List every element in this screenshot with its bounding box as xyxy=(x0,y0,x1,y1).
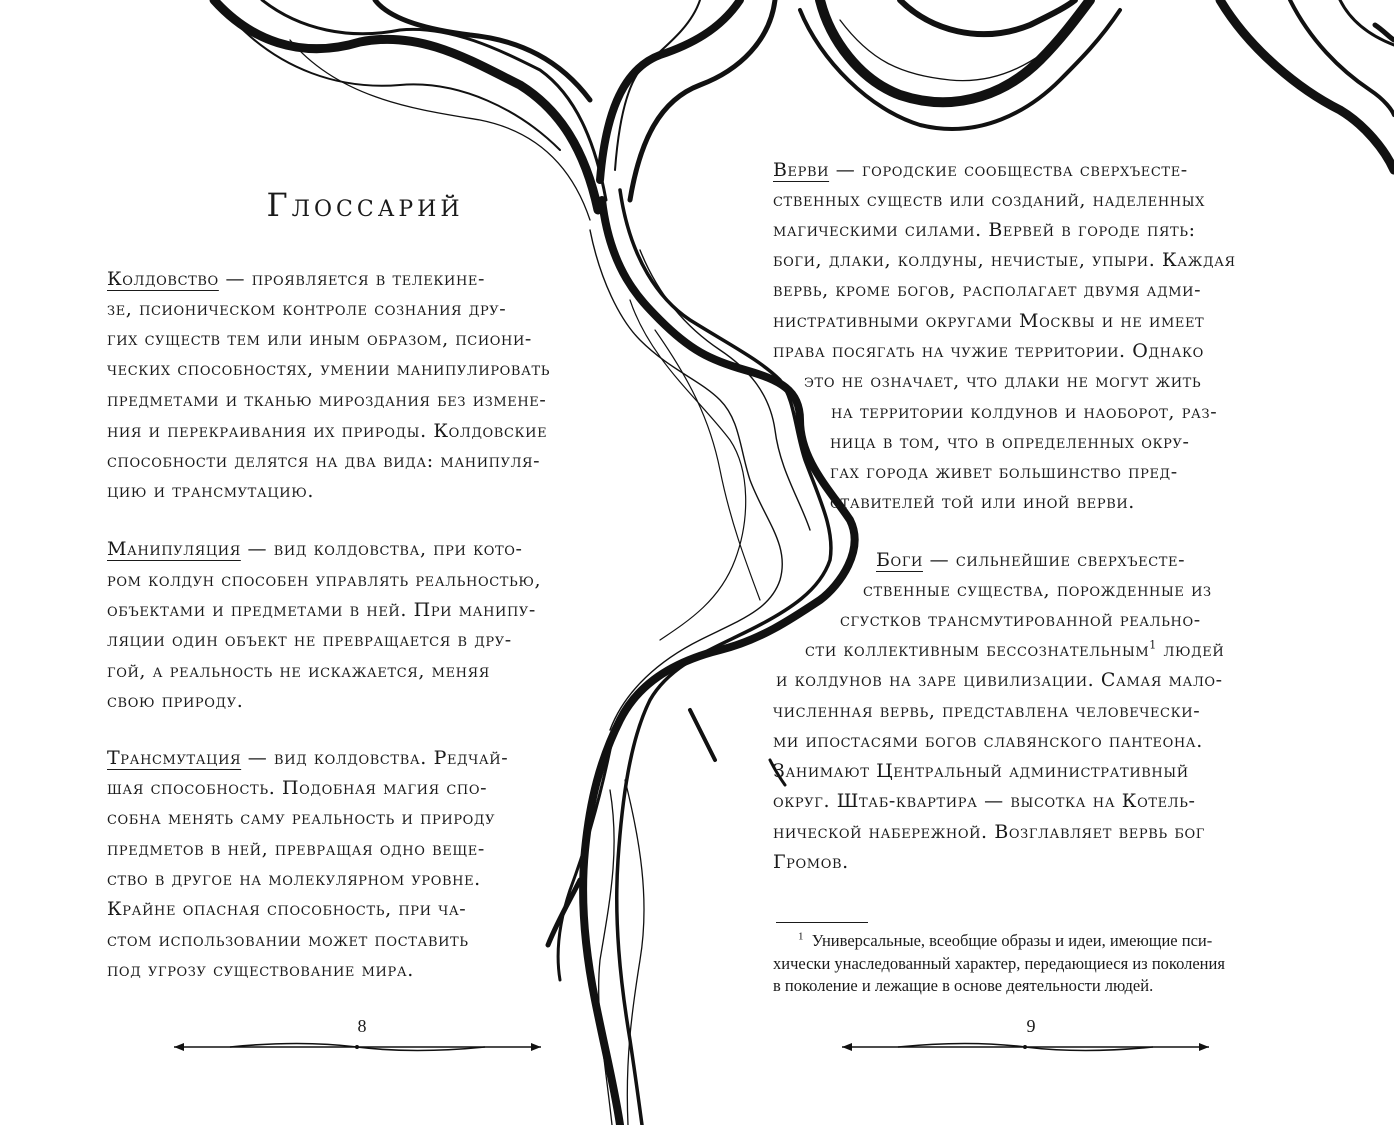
page-divider-ornament-right xyxy=(838,1038,1213,1056)
footnote-line: хически унаследованный характер, передающиеся из поколения xyxy=(773,954,1225,973)
entry-term: Колдовство xyxy=(107,268,219,290)
entry-line: ром колдун способен управлять реальностью, xyxy=(107,569,542,591)
entry-line: ми ипостасями богов славянского пантеона. xyxy=(773,730,1203,752)
entry-line: права посягать на чужие территории. Однако xyxy=(773,340,1204,362)
entry-line: сгустков трансмутированной реально- xyxy=(840,609,1201,631)
entry-line: гой, а реальность не искажается, меняя xyxy=(107,660,490,682)
entry-line: ческих способностях, умении манипулировать xyxy=(107,358,551,380)
entry-line: и колдунов на заре цивилизации. Самая мало- xyxy=(776,669,1223,691)
footnote-line: $^1$ Универсальные, всеобщие образы и идеи, имеющие пси- xyxy=(798,930,1213,950)
entry-line: способности делятся на два вида: манипуля- xyxy=(107,450,541,472)
entry-line: зе, псионическом контроле сознания дру- xyxy=(107,298,507,320)
entry-line: гах города живет большинство пред- xyxy=(830,461,1178,483)
page-number-right: 9 xyxy=(1026,1016,1036,1036)
footnote-line: в поколение и лежащие в основе деятельности людей. xyxy=(773,976,1154,995)
entry-line: предметами и тканью мироздания без измене- xyxy=(107,389,547,411)
entry-line: боги, длаки, колдуны, нечистые, упыри. Каждая xyxy=(773,249,1236,271)
entry-line: Колдовство — проявляется в телекине- xyxy=(107,268,486,290)
entry-line: нистративными округами Москвы и не имеет xyxy=(773,310,1205,332)
entry-line: цию и трансмутацию. xyxy=(107,480,314,502)
page-divider-ornament-left xyxy=(170,1038,545,1056)
entry-line: гих существ тем или иным образом, псиони- xyxy=(107,328,532,350)
entry-line: Крайне опасная способность, при ча- xyxy=(107,898,467,920)
entry-line: Боги — сильнейшие сверхъесте- xyxy=(876,549,1186,571)
entry-line: Громов. xyxy=(773,851,849,873)
page-number-left: 8 xyxy=(357,1016,367,1036)
entry-line: на территории колдунов и наоборот, раз- xyxy=(831,401,1218,423)
entry-term: Манипуляция xyxy=(107,538,241,560)
entry-line: объектами и предметами в ней. При манипу- xyxy=(107,599,536,621)
entry-line: сти коллективным бессознательным$^1$ людей xyxy=(805,638,1225,661)
entry-line: шая способность. Подобная магия спо- xyxy=(107,777,488,799)
entry-line: нической набережной. Возглавляет вервь бог xyxy=(773,821,1206,843)
entry-term: Верви xyxy=(773,159,830,181)
entry-line: ставителей той или иной верви. xyxy=(830,491,1135,513)
entry-line: Манипуляция — вид колдовства, при кото- xyxy=(107,538,523,560)
footnote-mark: 1 xyxy=(798,930,804,943)
entry-line: округ. Штаб-квартира — высотка на Котель- xyxy=(773,790,1196,812)
entry-line: собна менять саму реальность и природу xyxy=(107,807,496,829)
entry-line: свою природу. xyxy=(107,690,244,712)
footnote-divider xyxy=(776,922,868,923)
page-title: Глоссарий xyxy=(266,186,464,224)
entry-line: Верви — городские сообщества сверхъесте- xyxy=(773,159,1188,181)
entry-line: Трансмутация — вид колдовства. Редчай- xyxy=(107,747,509,769)
entry-line: стом использовании может поставить xyxy=(107,929,469,951)
entry-line: ственных существ или созданий, наделенных xyxy=(773,189,1205,211)
entry-line: магическими силами. Вервей в городе пять: xyxy=(773,219,1196,241)
entry-line: ляции один объект не превращается в дру- xyxy=(107,629,512,651)
entry-line: ство в другое на молекулярном уровне. xyxy=(107,868,481,890)
footnote-reference[interactable]: 1 xyxy=(1149,638,1157,652)
entry-line: под угрозу существование мира. xyxy=(107,959,414,981)
entry-line: это не означает, что длаки не могут жить xyxy=(804,370,1202,392)
entry-term: Боги xyxy=(876,549,923,571)
entry-line: Занимают Центральный административный xyxy=(773,760,1189,782)
entry-line: ния и перекраивания их природы. Колдовские xyxy=(107,420,548,442)
entry-line: ница в том, что в определенных окру- xyxy=(830,431,1190,453)
entry-line: предметов в ней, превращая одно веще- xyxy=(107,838,485,860)
entry-term: Трансмутация xyxy=(107,747,242,769)
entry-line: ственные существа, порожденные из xyxy=(863,579,1212,601)
entry-line: вервь, кроме богов, располагает двумя адми- xyxy=(773,279,1202,301)
entry-line: численная вервь, представлена человечески- xyxy=(773,700,1201,722)
